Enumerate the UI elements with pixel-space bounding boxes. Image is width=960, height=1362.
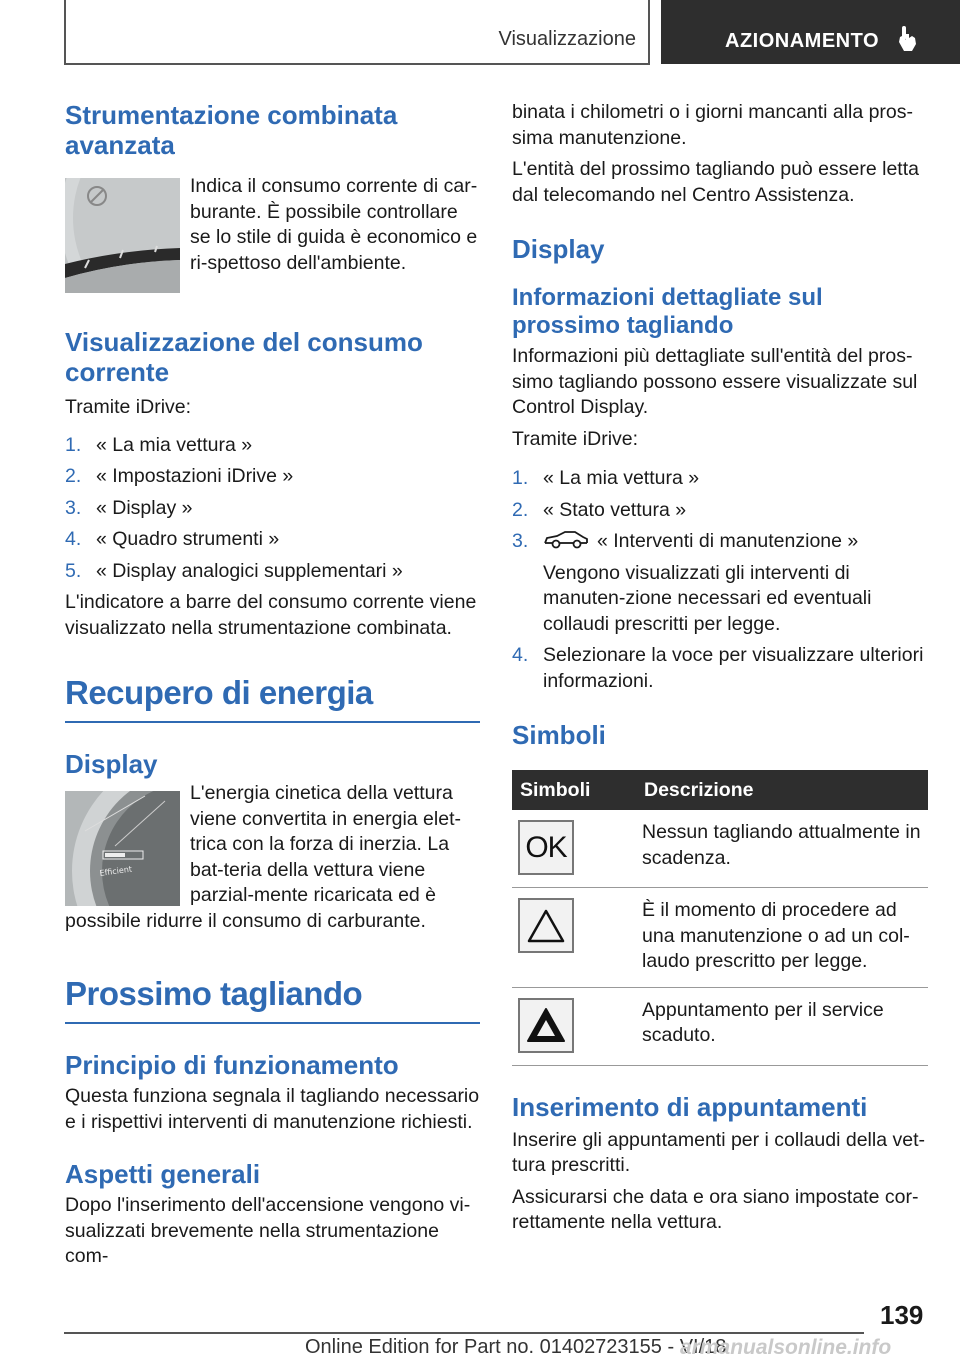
list-item-subtext: Vengono visualizzati gli interventi di manuten-zione necessari ed eventuali collaudi prescritti per legge. (543, 561, 872, 635)
header-section-title: Visualizzazione (498, 28, 636, 50)
table-row (512, 987, 928, 1065)
heading-combined-instrument: Strumentazione combinata avanzata (65, 100, 398, 160)
heading-display-left: Display (65, 749, 158, 779)
left-column (65, 100, 480, 1270)
heading-appointments: Inserimento di appuntamenti (512, 1091, 868, 1122)
text-via-idrive-right: Tramite iDrive: (512, 427, 639, 450)
energy-recovery-image (65, 791, 180, 906)
list-item: 1. « La mia vettura » (512, 467, 700, 489)
text-combined-instrument: Indica il consumo corrente di car-burante. È possibile controllare se lo stile di guida è economico e ri-spettoso dell'ambiente. (190, 175, 478, 274)
instrument-cluster-image (65, 178, 180, 293)
footer-rule (64, 1332, 864, 1334)
text-appointments: Inserire gli appuntamenti per i collaudi della vet-tura prescritti. (512, 1128, 925, 1176)
header-divider (648, 0, 650, 64)
symbols-table (512, 770, 928, 1066)
ok-symbol: OK (518, 820, 574, 875)
footer-edition: Online Edition for Part no. 01402723155 - VI/18 (305, 1336, 727, 1358)
footer-watermark: armanualsonline.info (680, 1336, 892, 1359)
text-continued: binata i chilometri o i giorni mancanti alla pros-sima manutenzione. (512, 101, 914, 149)
consumption-steps (65, 433, 480, 585)
table-header-description: Descrizione (636, 770, 928, 810)
text-remote-key: L'entità del prossimo tagliando può essere letta dal telecomando nel Centro Assistenza. (512, 158, 919, 206)
list-item: 5. « Display analogici supplementari » (65, 559, 403, 582)
hand-pointer-icon (897, 24, 919, 52)
heading-energy-recovery: Recupero di energia (65, 674, 373, 711)
list-item: 3. « Display » (65, 496, 193, 519)
text-bar-indicator: L'indicatore a barre del consumo corrente viene visualizzato nella strumentazione combinata. (65, 591, 477, 639)
page-number: 139 (880, 1300, 924, 1330)
table-row (512, 888, 928, 988)
heading-display-right: Display (512, 234, 605, 264)
header-left-rule (64, 0, 66, 64)
heading-rule (65, 1022, 480, 1024)
text-general-aspects: Dopo l'inserimento dell'accensione vengono vi-sualizzati brevemente nella strumentazione com- (65, 1194, 471, 1267)
heading-current-consumption: Visualizzazione del consumo corrente (65, 327, 423, 387)
heading-operating-principle: Principio di funzionamento (65, 1050, 399, 1080)
list-item: 2. « Impostazioni iDrive » (65, 465, 294, 487)
heading-symbols: Simboli (512, 720, 606, 750)
list-item: 2. « Stato vettura » (512, 498, 687, 521)
header-chapter-label: AZIONAMENTO (725, 30, 880, 52)
list-item: 4. « Quadro strumenti » (65, 528, 280, 550)
warning-triangle-icon (518, 898, 574, 953)
text-energy-recovery: L'energia cinetica della vettura viene convertita in energia elet-trica con la forza di inerzia. La bat-teria della vettura viene parzial-mente ricaricata ed è possibile ridurre il consumo di carburante. (65, 782, 461, 932)
right-column (512, 100, 928, 1236)
heading-detailed-info: Informazioni dettagliate sul prossimo tagliando (512, 284, 823, 339)
table-header-symbols: Simboli (512, 770, 636, 810)
heading-general-aspects: Aspetti generali (65, 1159, 261, 1189)
header-chapter-tab (661, 0, 960, 64)
list-item: 3. « Interventi di manutenzione » Vengono visualizzati gli interventi di manuten-zione necessari ed eventuali collaudi prescritti per legge. (512, 529, 928, 637)
service-steps (512, 466, 928, 694)
text-via-idrive: Tramite iDrive: (65, 396, 192, 418)
list-item: 4. Selezionare la voce per visualizzare ulteriori informazioni. (512, 644, 924, 692)
table-row (512, 810, 928, 888)
table-cell-description: Nessun tagliando attualmente in scadenza. (636, 810, 928, 888)
warning-triangle-filled-icon (518, 998, 574, 1053)
list-item: 1. « La mia vettura » (65, 433, 253, 456)
heading-next-service: Prossimo tagliando (65, 975, 363, 1012)
text-datetime: Assicurarsi che data e ora siano impostate cor-rettamente nella vettura. (512, 1185, 919, 1233)
text-detailed-info: Informazioni più dettagliate sull'entità del pros-simo tagliando possono essere visualizzate sul Control Display. (512, 345, 918, 418)
table-cell-description: È il momento di procedere ad una manutenzione o ad un col-laudo prescritto per legge. (636, 888, 928, 988)
header-bottom-rule (64, 63, 650, 65)
table-cell-description: Appuntamento per il service scaduto. (636, 987, 928, 1065)
heading-rule (65, 721, 480, 723)
car-icon (543, 531, 589, 549)
svg-text:Efficient: Efficient (99, 864, 133, 878)
text-operating-principle: Questa funziona segnala il tagliando necessario e i rispettivi interventi di manutenzione richiesti. (65, 1085, 480, 1133)
